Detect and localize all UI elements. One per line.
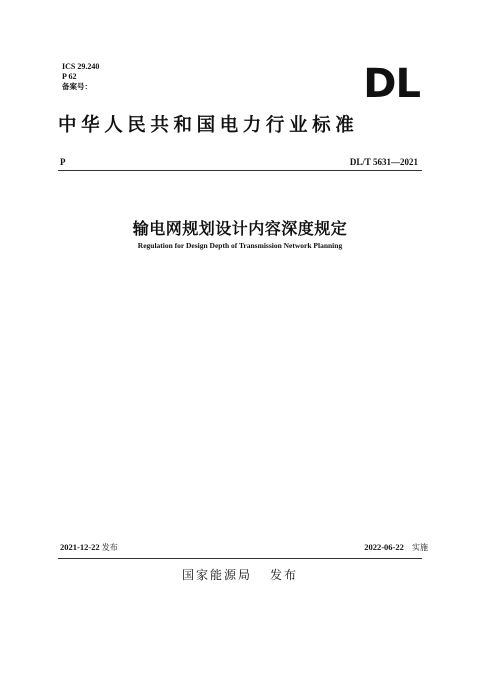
class-code: P bbox=[60, 157, 66, 167]
issue-label: 发布 bbox=[101, 543, 118, 552]
publisher-name: 国家能源局 bbox=[181, 568, 252, 582]
implement-label: 实施 bbox=[412, 543, 428, 552]
publisher-line bbox=[0, 567, 480, 583]
implement-date-line bbox=[364, 542, 428, 553]
document-title-en: Regulation for Design Depth of Transmission Network Planning bbox=[137, 241, 343, 250]
issue-date: 2021-12-22 bbox=[60, 542, 100, 552]
top-divider bbox=[58, 170, 422, 171]
standard-number: DL/T 5631—2021 bbox=[349, 157, 418, 167]
implement-date: 2022-06-22 bbox=[364, 542, 404, 552]
dl-logo: DL bbox=[363, 61, 420, 107]
ics-code: ICS 29.240 bbox=[62, 62, 100, 71]
standard-type-heading: 中华人民共和国电力行业标准 bbox=[58, 115, 359, 136]
record-number-label: 备案号： bbox=[62, 82, 92, 91]
publisher-action: 发布 bbox=[270, 568, 299, 582]
issue-date-line bbox=[60, 542, 118, 553]
document-title-zh: 输电网规划设计内容深度规定 bbox=[132, 219, 348, 238]
bottom-divider bbox=[58, 558, 422, 559]
classification-code: P 62 bbox=[62, 72, 77, 81]
